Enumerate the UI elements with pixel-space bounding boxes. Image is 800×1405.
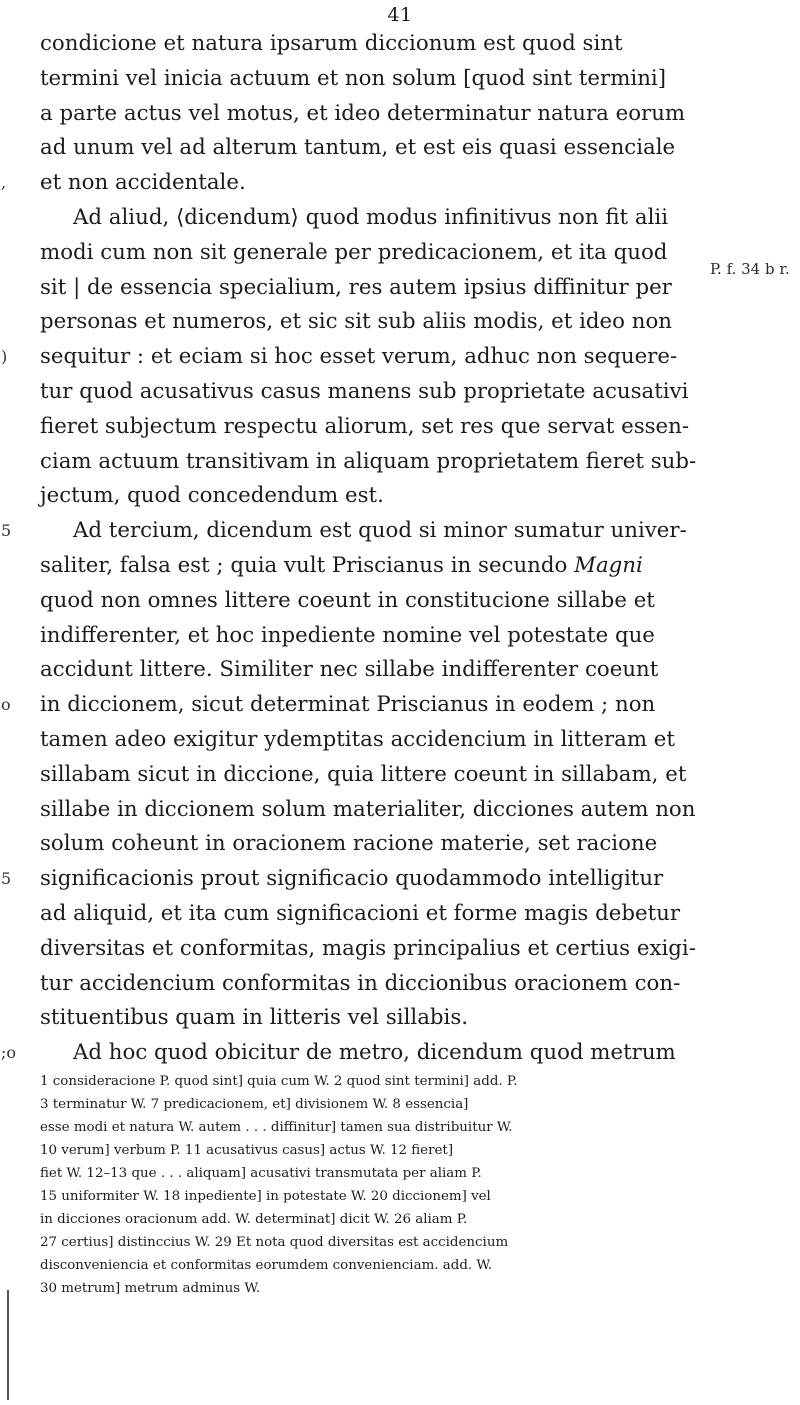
line-text: tamen adeo exigitur ydemptitas accidencium in litteram et	[40, 727, 675, 752]
text-line	[40, 134, 675, 162]
line-text: sillabam sicut in diccione, quia littere coeunt in sillabam, et	[40, 761, 687, 787]
line-number: ;o	[1, 1043, 17, 1063]
text-line	[40, 552, 643, 580]
text-line	[40, 865, 663, 893]
apparatus-line: 1 consideracione P. quod sint] quia cum W. 2 quod sint termini] add. P.	[40, 1074, 518, 1089]
apparatus-line: disconveniencia et conformitas eorumdem convenienciam. add. W.	[40, 1258, 493, 1273]
margin-rule	[7, 1290, 9, 1400]
text-line	[40, 308, 672, 336]
text-line	[40, 413, 689, 441]
text-line	[40, 900, 680, 928]
line-text: stituentibus quam in litteris vel sillabis.	[40, 1005, 469, 1031]
line-text: ad unum vel ad alterum tantum, et est eis quasi essenciale	[40, 135, 676, 161]
line-text: jectum, quod concedendum est.	[40, 483, 384, 509]
apparatus-line: 15 uniformiter W. 18 inpediente] in potestate W. 20 diccionem] vel	[40, 1189, 491, 1204]
line-text: a parte actus vel motus, et ideo determinatur natura eorum	[40, 100, 686, 126]
text-line	[40, 448, 696, 476]
line-text: indifferenter, et hoc inpediente nomine vel potestate que	[40, 622, 655, 648]
text-line	[40, 935, 696, 963]
line-text: significacionis prout significacio quodammodo intelligitur	[40, 866, 664, 892]
line-text: sit | de essencia specialium, res autem ipsius diffinitur per	[40, 274, 672, 300]
line-number: 5	[1, 521, 12, 541]
line-number: 5	[1, 869, 12, 889]
line-text: solum coheunt in oracionem racione materie, set racione	[40, 831, 658, 857]
text-line	[73, 204, 668, 232]
line-text: Ad tercium, dicendum est quod si minor sumatur univer-	[73, 518, 687, 544]
text-line	[40, 622, 655, 650]
line-number: o	[1, 695, 11, 715]
text-line	[40, 1004, 468, 1032]
text-line	[40, 761, 686, 789]
line-text: Ad aliud, ⟨dicendum⟩ quod modus infinitivus non fit alii	[73, 205, 669, 230]
line-text: ad aliquid, et ita cum significacioni et forme magis debetur	[40, 901, 681, 926]
page-number: 41	[387, 4, 413, 26]
line-text: condicione et natura ipsarum diccionum est quod sint	[40, 31, 623, 56]
apparatus-line: 30 metrum] metrum adminus W.	[40, 1281, 261, 1296]
critical-apparatus	[40, 1070, 780, 1300]
line-text: diversitas et conformitas, magis principalius et certius exigi-	[40, 935, 696, 961]
italic-title: Magni	[574, 553, 643, 578]
apparatus-line: fiet W. 12–13 que . . . aliquam] acusativi transmutata per aliam P.	[40, 1166, 482, 1181]
text-line	[40, 100, 685, 128]
text-line	[40, 691, 655, 719]
line-text: modi cum non sit generale per predicacionem, et ita quod	[40, 239, 668, 265]
line-text: Ad hoc quod obicitur de metro, dicendum quod metrum	[73, 1040, 676, 1066]
text-line	[40, 65, 666, 93]
text-line	[40, 343, 677, 371]
line-text: tur accidencium conformitas in diccionibus oracionem con-	[40, 970, 681, 996]
text-line	[40, 830, 657, 858]
text-line	[40, 482, 384, 510]
text-line	[40, 30, 623, 58]
line-text: sequitur : et eciam si hoc esset verum, adhuc non sequere-	[40, 344, 678, 370]
line-text: quod non omnes littere coeunt in constitucione sillabe et	[40, 587, 655, 613]
apparatus-line: 10 verum] verbum P. 11 acusativus casus] actus W. 12 fieret]	[40, 1143, 454, 1158]
text-line	[40, 726, 675, 754]
line-text: ciam actuum transitivam in aliquam proprietatem fieret sub-	[40, 448, 697, 474]
text-line	[40, 587, 655, 615]
line-text: tur quod acusativus casus manens sub proprietate acusativi	[40, 379, 689, 404]
text-line	[40, 169, 246, 197]
text-line	[40, 378, 688, 406]
margin-note: P. f. 34 b r.	[710, 260, 790, 278]
apparatus-line: 27 certius] distinccius W. 29 Et nota quod diversitas est accidencium	[40, 1235, 509, 1250]
apparatus-line: 3 terminatur W. 7 predicacionem, et] divisionem W. 8 essencia]	[40, 1097, 469, 1112]
line-text: termini vel inicia actuum et non solum [quod sint termini]	[40, 65, 667, 91]
line-text: accidunt littere. Similiter nec sillabe indifferenter coeunt	[40, 657, 659, 683]
apparatus-line: in dicciones oracionum add. W. determinat] dicit W. 26 aliam P.	[40, 1212, 468, 1227]
line-text: sillabe in diccionem solum materialiter, dicciones autem non	[40, 796, 696, 822]
line-number: )	[1, 347, 8, 367]
text-line	[40, 656, 658, 684]
line-text: fieret subjectum respectu aliorum, set res que servat essen-	[40, 413, 690, 439]
text-line	[40, 239, 667, 267]
text-line	[40, 796, 695, 824]
apparatus-line: esse modi et natura W. autem . . . diffinitur] tamen sua distribuitur W.	[40, 1120, 513, 1135]
line-text: et non accidentale.	[40, 170, 246, 196]
line-text: saliter, falsa est ; quia vult Priscianus in secundo	[40, 553, 575, 578]
text-line	[73, 517, 687, 545]
line-text: in diccionem, sicut determinat Priscianus in eodem ; non	[40, 692, 656, 718]
line-number: ,	[1, 173, 7, 193]
text-line	[73, 1039, 676, 1067]
text-line	[40, 274, 672, 302]
text-line	[40, 970, 680, 998]
line-text: personas et numeros, et sic sit sub aliis modis, et ideo non	[40, 309, 672, 335]
